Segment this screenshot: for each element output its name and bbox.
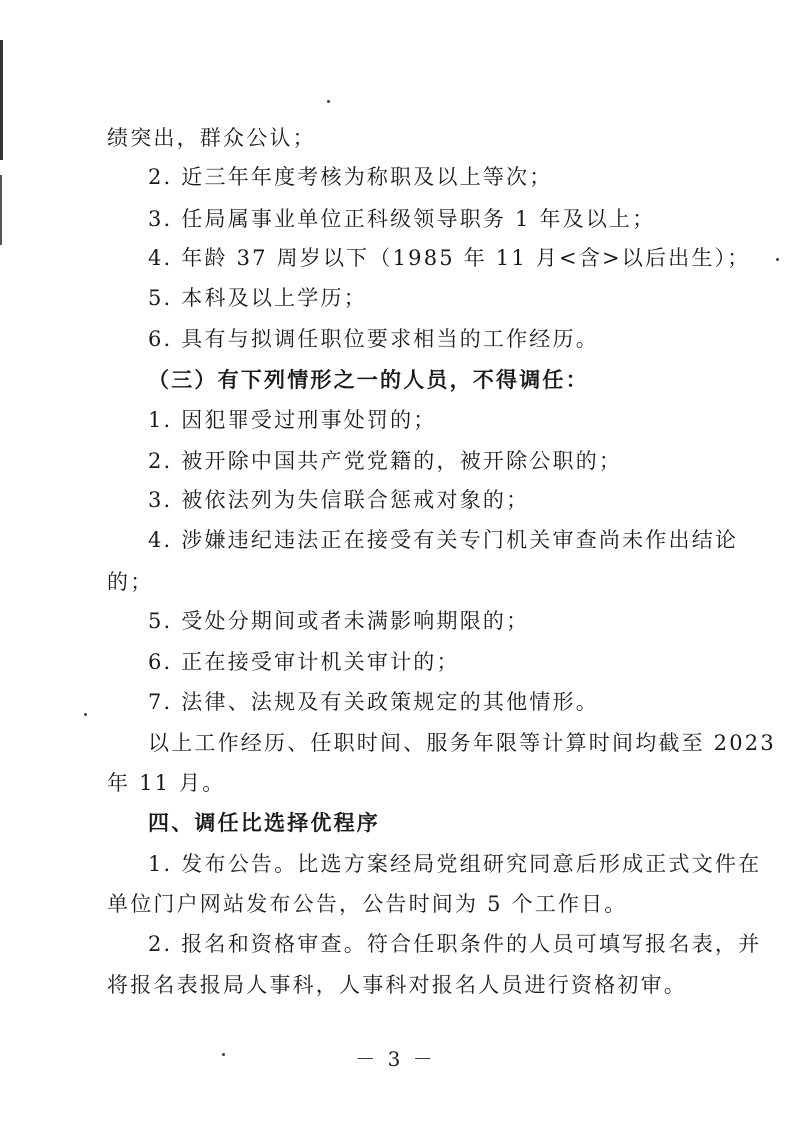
body-text-line: 以上工作经历、任职时间、服务年限等计算时间均截至 2023 xyxy=(148,731,776,755)
body-text-line: 4. 涉嫌违纪违法正在接受有关专门机关审查尚未作出结论 xyxy=(148,528,739,552)
body-text-line: 6. 具有与拟调任职位要求相当的工作经历。 xyxy=(148,327,599,351)
scan-edge-mark xyxy=(0,175,2,245)
body-text-line: 4. 年龄 37 周岁以下（1985 年 11 月<含>以后出生）； xyxy=(148,246,751,270)
scan-speck xyxy=(84,713,87,716)
body-text-line: 单位门户网站发布公告，公告时间为 5 个工作日。 xyxy=(107,892,628,916)
scan-speck xyxy=(776,258,779,261)
body-text-line: 3. 任局属事业单位正科级领导职务 1 年及以上； xyxy=(148,207,656,231)
scan-edge-mark xyxy=(0,40,3,160)
body-text-line: 的； xyxy=(107,570,154,594)
body-text-line: 2. 报名和资格审查。符合任职条件的人员可填写报名表，并 xyxy=(148,932,762,956)
body-text-line: 2. 被开除中国共产党党籍的，被开除公职的； xyxy=(148,449,623,473)
scan-speck xyxy=(327,100,330,103)
body-text-line: 7. 法律、法规及有关政策规定的其他情形。 xyxy=(148,690,599,714)
section-subheading: （三）有下列情形之一的人员，不得调任： xyxy=(148,368,589,392)
body-text-line: 3. 被依法列为失信联合惩戒对象的； xyxy=(148,488,530,512)
body-text-line: 5. 受处分期间或者未满影响期限的； xyxy=(148,609,530,633)
body-text-line: 1. 因犯罪受过刑事处罚的； xyxy=(148,408,437,432)
body-text-line: 年 11 月。 xyxy=(107,771,226,795)
page-number: － 3 － xyxy=(355,1047,436,1071)
body-text-line: 将报名表报局人事科，人事科对报名人员进行资格初审。 xyxy=(107,973,687,997)
section-heading: 四、调任比选择优程序 xyxy=(148,811,380,835)
body-text-line: 绩突出，群众公认； xyxy=(107,126,316,150)
body-text-line: 5. 本科及以上学历； xyxy=(148,286,367,310)
body-text-line: 1. 发布公告。比选方案经局党组研究同意后形成正式文件在 xyxy=(148,852,762,876)
body-text-line: 6. 正在接受审计机关审计的； xyxy=(148,650,460,674)
body-text-line: 2. 近三年年度考核为称职及以上等次； xyxy=(148,165,553,189)
